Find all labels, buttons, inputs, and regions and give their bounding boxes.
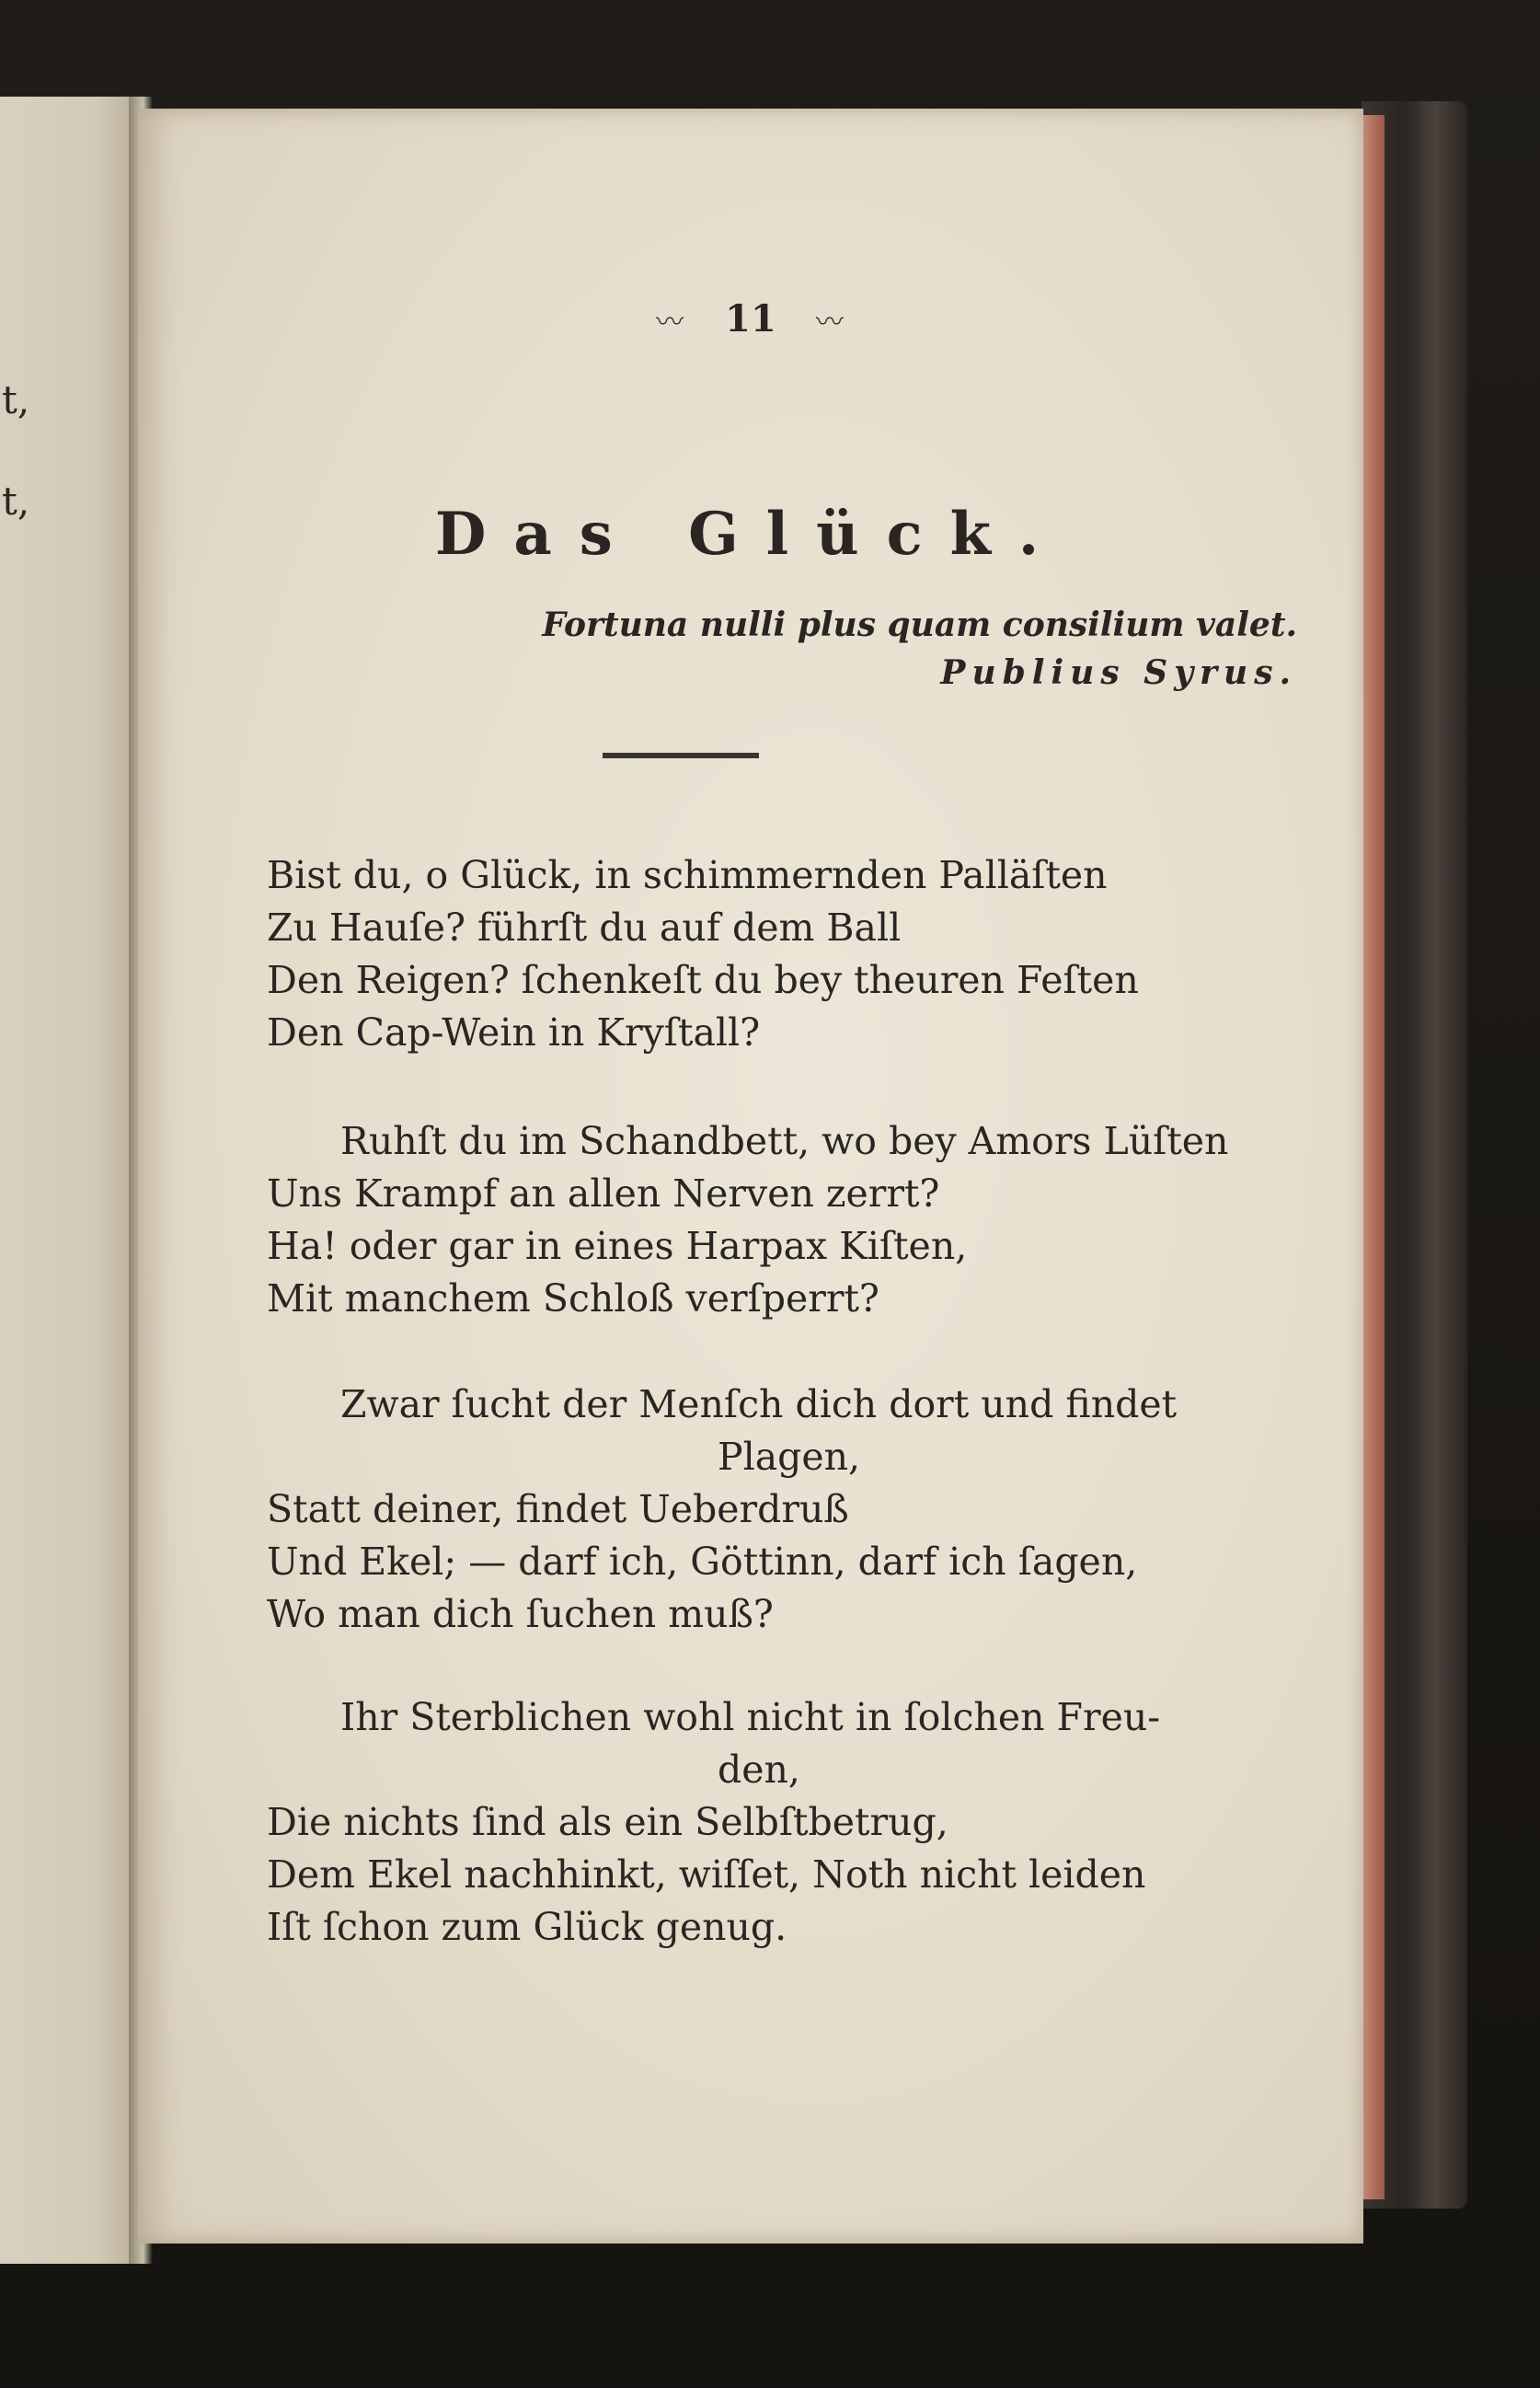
motto-quote: Fortuna nulli plus quam consilium valet. [542,606,1297,644]
poem-line: den, [718,1748,800,1792]
page-header [138,297,1363,340]
poem-line: Uns Krampf an allen Nerven zerrt? [267,1171,940,1216]
stanza-2 [267,1115,1229,1325]
stanza-4 [267,1691,1214,1954]
page-number: 11 [725,297,776,340]
motto-author: Publius Syrus. [940,653,1297,693]
left-facing-page [0,97,138,2264]
stanza-1 [267,849,1214,1059]
ornament-right: 〰 [815,306,845,339]
stanza-3 [267,1379,1214,1641]
poem-line: Wo man dich ſuchen muß? [267,1592,774,1636]
right-page [138,109,1363,2244]
poem-title: Das Glück. [434,500,1067,569]
poem-line: Plagen, [718,1435,861,1479]
poem-line: Den Cap-Wein in Kryſtall? [267,1010,761,1055]
poem-line: Iſt ſchon zum Glück genug. [267,1905,787,1949]
left-page-fragment: t, [2,479,30,524]
left-page-fragment: t, [2,377,30,422]
divider-rule [603,753,759,758]
poem-line: Bist du, o Glück, in schimmernden Palläſten [267,853,1108,897]
poem-line: Statt deiner, findet Ueberdruß [267,1487,849,1531]
poem-line: Den Reigen? ſchenkeſt du bey theuren Feſten [267,958,1139,1002]
poem-line: Mit manchem Schloß verſperrt? [267,1276,879,1321]
poem-line: Und Ekel; — darf ich, Göttinn, darf ich ſagen, [267,1540,1138,1584]
poem-line: Ruhſt du im Schandbett, wo bey Amors Lüſten [340,1119,1229,1163]
motto [455,601,1297,697]
poem-line: Zwar ſucht der Menſch dich dort und findet [340,1382,1178,1426]
ornament-left: 〰 [656,306,686,339]
poem-line: Die nichts ſind als ein Selbſtbetrug, [267,1800,948,1844]
poem-line: Dem Ekel nachhinkt, wiſſet, Noth nicht leiden [267,1852,1146,1897]
poem-line: Ha! oder gar in eines Harpax Kiſten, [267,1224,968,1268]
poem-line: Ihr Sterblichen wohl nicht in ſolchen Freu- [340,1695,1161,1739]
poem-line: Zu Hauſe? führſt du auf dem Ball [267,906,902,950]
